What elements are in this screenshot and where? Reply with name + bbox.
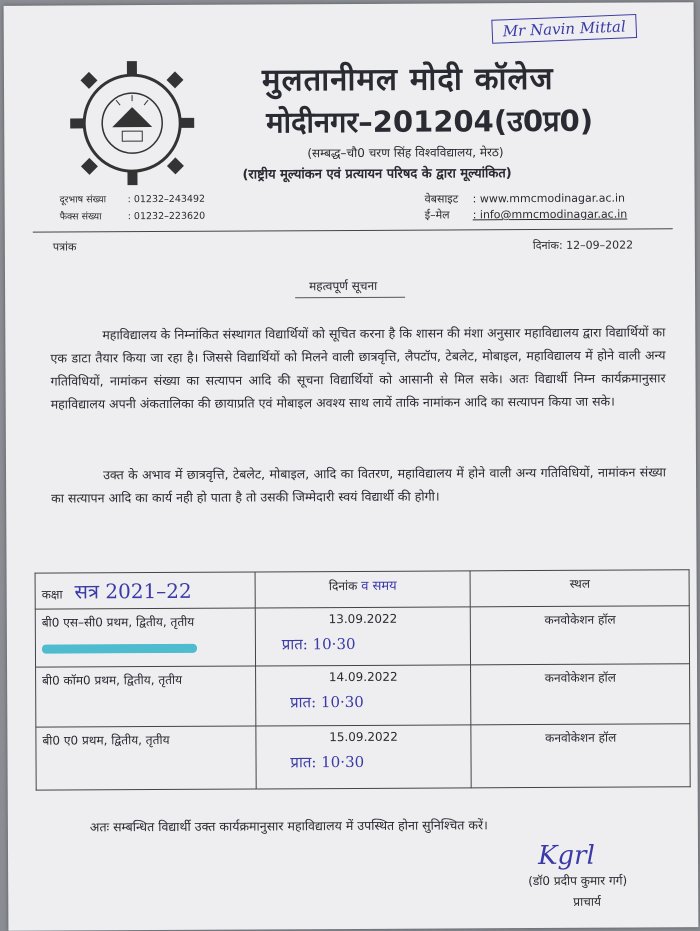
header-class: कक्षा	[42, 588, 63, 602]
highlight-mark	[42, 644, 197, 654]
college-name: मुलतानीमल मोदी कॉलेज	[262, 57, 554, 101]
row-time: प्रात: 10·30	[290, 691, 465, 712]
row-date: 15.09.2022	[262, 729, 465, 744]
college-accreditation: (राष्ट्रीय मूल्यांकन एवं प्रत्यायन परिषद के द्वारा मूल्यांकित)	[242, 163, 511, 182]
notice-paragraph-2: उक्त के अभाव में छात्रवृत्ति, टेबलेट, मोबाइल, आदि का वितरण, महाविद्यालय में होने वाली अन्य गतिविधियों, नामांकन संख्या का सत्यापन आदि का कार्य नही हो पाता है तो उसकी जिम्मेदारी स्वयं विद्यार्थी की होगी।	[51, 460, 666, 509]
website-label: वेबसाइट	[425, 191, 473, 206]
letter-date	[533, 238, 633, 254]
row-venue: कनवोकेशन हॉल	[478, 728, 684, 746]
table-row	[36, 664, 690, 727]
phone-number: : 01232–243492	[128, 194, 206, 205]
class-cell	[36, 666, 256, 727]
fax-line	[60, 209, 206, 223]
phone-line	[60, 192, 206, 206]
header-date: दिनांक	[329, 579, 358, 593]
college-logo	[64, 55, 201, 192]
letter-page	[4, 2, 699, 931]
email-label: ई–मेल	[425, 207, 473, 222]
date-value: 12–09–2022	[566, 239, 633, 252]
header-venue: स्थल	[570, 577, 590, 591]
handwritten-time-header: व समय	[361, 579, 397, 594]
row-time: प्रात: 10·30	[282, 633, 465, 654]
venue-cell	[471, 724, 690, 788]
handwritten-note-text: Mr Navin Mittal	[502, 17, 626, 40]
header-date-cell	[255, 571, 471, 608]
principal-signature: Kgrl	[538, 841, 595, 871]
notice-paragraph-1: महाविद्यालय के निम्नांकित संस्थागत विद्यार्थियों को सूचित करना है कि शासन की मंशा अनुसार महाविद्यालय द्वारा विद्यार्थियों का एक डाटा तैयार किया जा रहा है। जिससे विद्यार्थियों को मिलने वाली छात्रवृत्ति, लैपटॉप, टेबलेट, मोबाइल, महाविद्यालय में होने वाली अन्य गतिविधियों, नामांकन संख्या का सत्यापन आदि की सूचना विद्यार्थियों को आसानी से मिल सके। अतः विद्यार्थी निम्न कार्यक्रमानुसार महाविद्यालय अपनी अंकतालिका की छायाप्रति एवं मोबाइल अवश्य साथ लायें ताकि नामांकन आदि का सत्यापन किया जा सके।	[50, 320, 665, 415]
date-cell	[255, 607, 471, 666]
fax-number: : 01232–223620	[128, 211, 206, 222]
class-name: बी0 ए0 प्रथम, द्वितीय, तृतीय	[42, 731, 249, 749]
schedule-table	[35, 569, 691, 790]
website-line	[425, 191, 625, 207]
signatory-name: (डॉ0 प्रदीप कुमार गर्ग)	[528, 872, 627, 890]
notice-title-underline	[295, 297, 405, 299]
website-url: : www.mmcmodinagar.ac.in	[473, 192, 625, 206]
date-cell	[255, 665, 471, 726]
reference-label: पत्रांक	[53, 239, 77, 254]
email-line	[425, 207, 628, 223]
table-row	[36, 724, 690, 790]
header-venue-cell	[471, 570, 690, 607]
notice-title: महत्वपूर्ण सूचना	[309, 277, 377, 294]
signatory-designation: प्राचार्य	[573, 893, 601, 910]
class-cell	[36, 726, 256, 790]
date-cell	[256, 725, 472, 789]
class-cell	[35, 608, 255, 667]
phone-label: दूरभाष संख्या	[60, 192, 128, 205]
date-label: दिनांक:	[533, 239, 563, 252]
venue-cell	[471, 664, 690, 725]
row-time: प्रात: 10·30	[290, 751, 465, 772]
venue-cell	[471, 606, 690, 665]
class-name: बी0 कॉम0 प्रथम, द्वितीय, तृतीय	[42, 671, 249, 689]
handwritten-note	[491, 14, 637, 44]
row-venue: कनवोकेशन हॉल	[477, 610, 683, 628]
fax-label: फैक्स संख्या	[60, 209, 128, 222]
table-header-row	[35, 570, 689, 609]
college-affiliation: (सम्बद्ध–चौ0 चरण सिंह विश्वविद्यालय, मेरठ)	[307, 143, 503, 161]
handwritten-session: सत्र 2021–22	[74, 579, 191, 604]
row-date: 14.09.2022	[262, 669, 465, 684]
header-class-cell	[35, 572, 255, 609]
row-venue: कनवोकेशन हॉल	[478, 668, 684, 686]
row-date: 13.09.2022	[262, 611, 465, 626]
class-name: बी0 एस–सी0 प्रथम, द्वितीय, तृतीय	[42, 613, 249, 631]
college-city-line: मोदीनगर–201204(उ0प्र0)	[266, 101, 593, 142]
header-divider	[33, 228, 673, 232]
email-address: : info@mmcmodinagar.ac.in	[473, 208, 628, 222]
closing-instruction: अतः सम्बन्धित विद्यार्थी उक्त कार्यक्रमानुसार महाविद्यालय में उपस्थित होना सुनिश्चित करें।	[90, 816, 488, 835]
table-row	[35, 606, 689, 667]
